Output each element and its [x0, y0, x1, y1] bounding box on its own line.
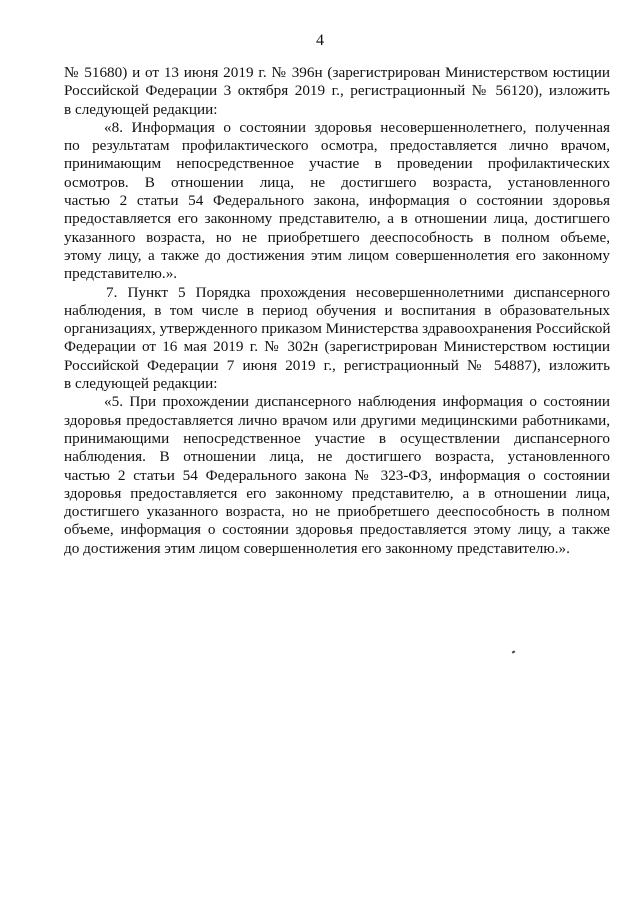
text-line: достигшего указанного возраста, но не приобретшего дееспособность в полном — [64, 503, 610, 521]
text-line: № 51680) и от 13 июня 2019 г. № 396н (зарегистрирован Министерством юстиции — [64, 64, 610, 81]
text-line: частью 2 статьи 54 Федерального закона № 323-ФЗ, информация о состоянии — [64, 466, 610, 484]
text-line: в следующей редакции: — [64, 100, 218, 118]
text-line: здоровья предоставляется его законному представителю, а в отношении лица, — [64, 484, 610, 502]
page-number: 4 — [316, 32, 324, 49]
text-line: Российской Федерации 7 июня 2019 г., регистрационный № 54887), изложить — [64, 356, 610, 374]
scan-speck — [512, 650, 516, 653]
text-line: этому лицу, а также до достижения этим лицом совершеннолетия его законному — [64, 246, 610, 264]
text-line: указанного возраста, но не приобретшего дееспособность в полном объеме, — [64, 228, 610, 246]
text-line: организациях, утвержденного приказом Министерства здравоохранения Российской — [64, 320, 611, 338]
text-line: «5. При прохождении диспансерного наблюдения информация о состоянии — [104, 393, 610, 411]
text-line: объеме, информация о состоянии здоровья предоставляется этому лицу, а также — [64, 521, 610, 539]
text-line: Российской Федерации 3 октября 2019 г., регистрационный № 56120), изложить — [64, 82, 610, 100]
text-line: Федерации от 16 мая 2019 г. № 302н (зарегистрирован Министерством юстиции — [64, 338, 610, 356]
text-line: принимающими непосредственное участие в осуществлении диспансерного — [64, 429, 610, 447]
text-line: 7. Пункт 5 Порядка прохождения несовершеннолетними диспансерного — [106, 283, 610, 301]
text-line: здоровья предоставляется лично врачом или другими медицинскими работниками, — [64, 411, 610, 429]
document-body — [64, 64, 610, 558]
text-line: «8. Информация о состоянии здоровья несовершеннолетнего, полученная — [104, 118, 610, 136]
text-line: наблюдения, в том числе в период обучения и воспитания в образовательных — [64, 301, 610, 319]
text-line: представителю.». — [64, 265, 178, 283]
text-line: предоставляется его законному представителю, а в отношении лица, достигшего — [64, 210, 610, 228]
text-line: принимающим непосредственное участие в проведении профилактических — [64, 155, 610, 173]
text-line: в следующей редакции: — [64, 375, 218, 393]
text-line: наблюдения. В отношении лица, не достигшего возраста, установленного — [64, 448, 610, 466]
text-line: осмотров. В отношении лица, не достигшего возраста, установленного — [64, 173, 610, 191]
text-line: до достижения этим лицом совершеннолетия его законному представителю.». — [64, 539, 570, 557]
text-line: частью 2 статьи 54 Федерального закона, информация о состоянии здоровья — [64, 192, 610, 210]
text-line: по результатам профилактического осмотра, предоставляется лично врачом, — [64, 137, 610, 155]
